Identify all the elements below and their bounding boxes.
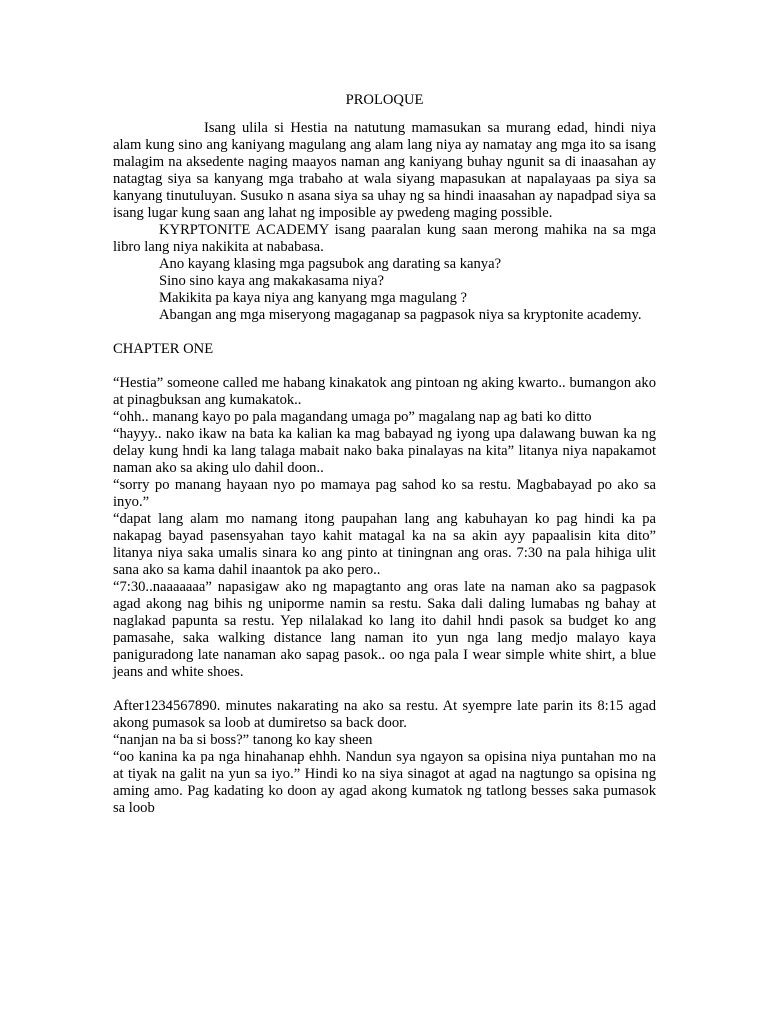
prologue-paragraph: Isang ulila si Hestia na natutung mamasukan sa murang edad, hindi niya alam kung sino ang kaniyang magulang ang alam lang niya ay namatay ang mga ito sa isang malagim na aksedente naging maayos naman ang kaniyang buhay ngunit sa di inaasahan ay natagtag siya sa kanyang mga trabaho at wala siyang mapasukan at napalayaas pa siya sa kanyang tinutuluyan. Susuko n asana siya sa uhay ng sa hindi inaasahan ay napadpad siya sa isang lugar kung saan ang lahat ng imposible ay pwedeng maging possible. [113, 120, 656, 221]
chapter-paragraph: “dapat lang alam mo namang itong paupahan lang ang kabuhayan ko pag hindi ka pa nakapag bayad pasensyahan tayo kahit matagal ka na sa akin ayy papaalisin kita dito” litanya niya saka umalis sinara ko ang pinto at tiningnan ang oras. 7:30 na pala hihiga ulit sana ako sa kama dahil inaantok pa ako pero.. [113, 511, 656, 578]
chapter-paragraph: “7:30..naaaaaaa” napasigaw ako ng mapagtanto ang oras late na naman ako sa pagpasok agad akong nag bihis ng uniporme namin sa restu. Saka dali daling lumabas ng bahay at naglakad papunta sa restu. Yep nilalakad ko lang ito dahil hndi pasok sa budget ko ang pamasahe, saka walking distance lang naman ito yun nga lang medjo malayo kaya paniguradong late nanaman ako sapag pasok.. oo nga pala I wear simple white shirt, a blue jeans and white shoes. [113, 579, 656, 680]
chapter-paragraph: “hayyy.. nako ikaw na bata ka kalian ka mag babayad ng iyong upa dalawang buwan ka ng delay kung hndi ka lang talaga mabait nako baka pinalayas na kita” litanya niya napakamot naman ako sa aking ulo dahil doon.. [113, 426, 656, 476]
paragraph-gap [113, 681, 656, 698]
chapter-paragraph: “oo kanina ka pa nga hinahanap ehhh. Nandun sya ngayon sa opisina niya puntahan mo na at tiyak na galit na yun sa iyo.” Hindi ko na siya sinagot at agad na nagtungo sa opisina ng aming amo. Pag kadating ko doon ay agad akong kumatok ng tatlong besses saka pumasok sa loob [113, 749, 656, 816]
prologue-paragraph: Abangan ang mga miseryong magaganap sa pagpasok niya sa kryptonite academy. [159, 307, 642, 323]
chapter-paragraph: “Hestia” someone called me habang kinakatok ang pintoan ng aking kwarto.. bumangon ako at pinagbuksan ang kumakatok.. [113, 375, 656, 408]
prologue-paragraph: Ano kayang klasing mga pagsubok ang darating sa kanya? [159, 256, 502, 272]
chapter-paragraph: After1234567890. minutes nakarating na ako sa restu. At syempre late parin its 8:15 agad akong pumasok sa loob at dumiretso sa back door. [113, 698, 656, 731]
prologue-paragraph: Sino sino kaya ang makakasama niya? [159, 273, 384, 289]
prologue-paragraph: KYRPTONITE ACADEMY isang paaralan kung saan merong mahika na sa mga libro lang niya nakikita at nababasa. [113, 222, 656, 255]
chapter-paragraph: “nanjan na ba si boss?” tanong ko kay sheen [113, 732, 373, 748]
document-body [113, 92, 656, 817]
chapter-title: CHAPTER ONE [113, 341, 214, 357]
prologue-paragraph: Makikita pa kaya niya ang kanyang mga magulang ? [159, 290, 467, 306]
chapter-paragraph: “sorry po manang hayaan nyo po mamaya pag sahod ko sa restu. Magbabayad po ako sa inyo.” [113, 477, 656, 510]
chapter-paragraph: “ohh.. manang kayo po pala magandang umaga po” magalang nap ag bati ko ditto [113, 409, 592, 425]
prologue-title: PROLOQUE [345, 92, 424, 108]
